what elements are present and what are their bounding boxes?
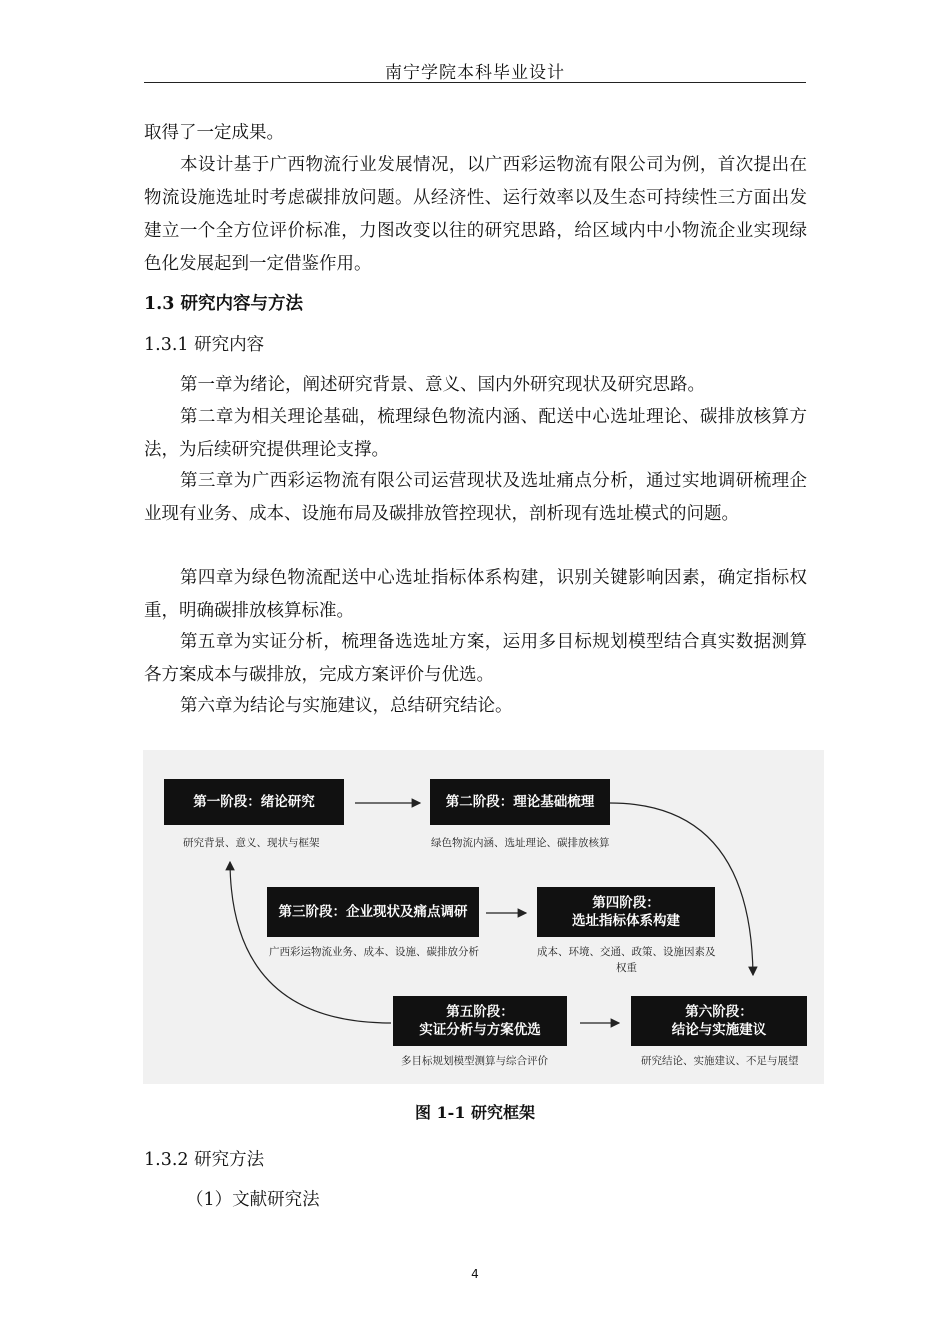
stage6-desc: 研究结论、实施建议、不足与展望 — [641, 1055, 799, 1067]
stage4-title-line1: 第四阶段： — [592, 895, 660, 911]
stage5-title-line2: 实证分析与方案优选 — [419, 1022, 541, 1038]
stage4-desc-line2: 权重 — [616, 962, 637, 974]
stage3-desc: 广西彩运物流业务、成本、设施、碳排放分析 — [269, 946, 479, 958]
stage4-box — [537, 887, 715, 937]
section-heading: 1.3 研究内容与方法 — [144, 294, 304, 314]
method-item: （1）文献研究法 — [186, 1190, 320, 1210]
stage4-title-line2: 选址指标体系构建 — [572, 913, 680, 929]
subsection-heading: 1.3.1 研究内容 — [144, 335, 265, 355]
stage3-title: 第三阶段：企业现状及痛点调研 — [278, 904, 468, 920]
paragraph: 第一章为绪论，阐述研究背景、意义、国内外研究现状及研究思路。 — [180, 375, 705, 395]
figure-caption: 图 1-1 研究框架 — [414, 1103, 536, 1122]
paragraph: 第四章为绿色物流配送中心选址指标体系构建，识别关键影响因素，确定指标权重，明确碳排放核算标准。 — [144, 568, 807, 621]
page-number: 4 — [471, 1267, 479, 1281]
stage5-box — [393, 996, 567, 1046]
stage1-desc: 研究背景、意义、现状与框架 — [183, 837, 320, 849]
page-header: 南宁学院本科毕业设计 — [385, 63, 565, 83]
paragraph: 第五章为实证分析，梳理备选选址方案，运用多目标规划模型结合真实数据测算各方案成本与碳排放，完成方案评价与优选。 — [144, 632, 807, 685]
paragraph: 取得了一定成果。 — [144, 123, 284, 143]
stage6-box — [631, 996, 807, 1046]
stage6-title-line1: 第六阶段： — [685, 1004, 753, 1020]
stage2-box — [430, 779, 610, 825]
stage1-box — [164, 779, 344, 825]
stage5-title-line1: 第五阶段： — [446, 1004, 514, 1020]
stage4-desc-line1: 成本、环境、交通、政策、设施因素及 — [537, 946, 716, 958]
stage1-title: 第一阶段：绪论研究 — [193, 794, 315, 810]
subsection-heading: 1.3.2 研究方法 — [144, 1150, 265, 1170]
paragraph: 第二章为相关理论基础，梳理绿色物流内涵、配送中心选址理论、碳排放核算方法，为后续研究提供理论支撑。 — [144, 407, 807, 460]
paragraph: 第三章为广西彩运物流有限公司运营现状及选址痛点分析，通过实地调研梳理企业现有业务、成本、设施布局及碳排放管控现状，剖析现有选址模式的问题。 — [144, 471, 807, 524]
paragraph: 第六章为结论与实施建议，总结研究结论。 — [180, 696, 513, 716]
stage2-desc: 绿色物流内涵、选址理论、碳排放核算 — [431, 837, 610, 849]
stage2-title: 第二阶段：理论基础梳理 — [445, 794, 595, 810]
paragraph: 本设计基于广西物流行业发展情况，以广西彩运物流有限公司为例，首次提出在物流设施选址时考虑碳排放问题。从经济性、运行效率以及生态可持续性三方面出发建立一个全方位评价标准，力图改变以往的研究思路，给区域内中小物流企业实现绿色化发展起到一定借鉴作用。 — [144, 155, 807, 274]
stage6-title-line2: 结论与实施建议 — [671, 1022, 767, 1038]
stage5-desc: 多目标规划模型测算与综合评价 — [401, 1055, 548, 1067]
stage3-box — [267, 887, 479, 937]
research-framework-figure — [143, 750, 824, 1084]
header-rule — [144, 82, 806, 83]
